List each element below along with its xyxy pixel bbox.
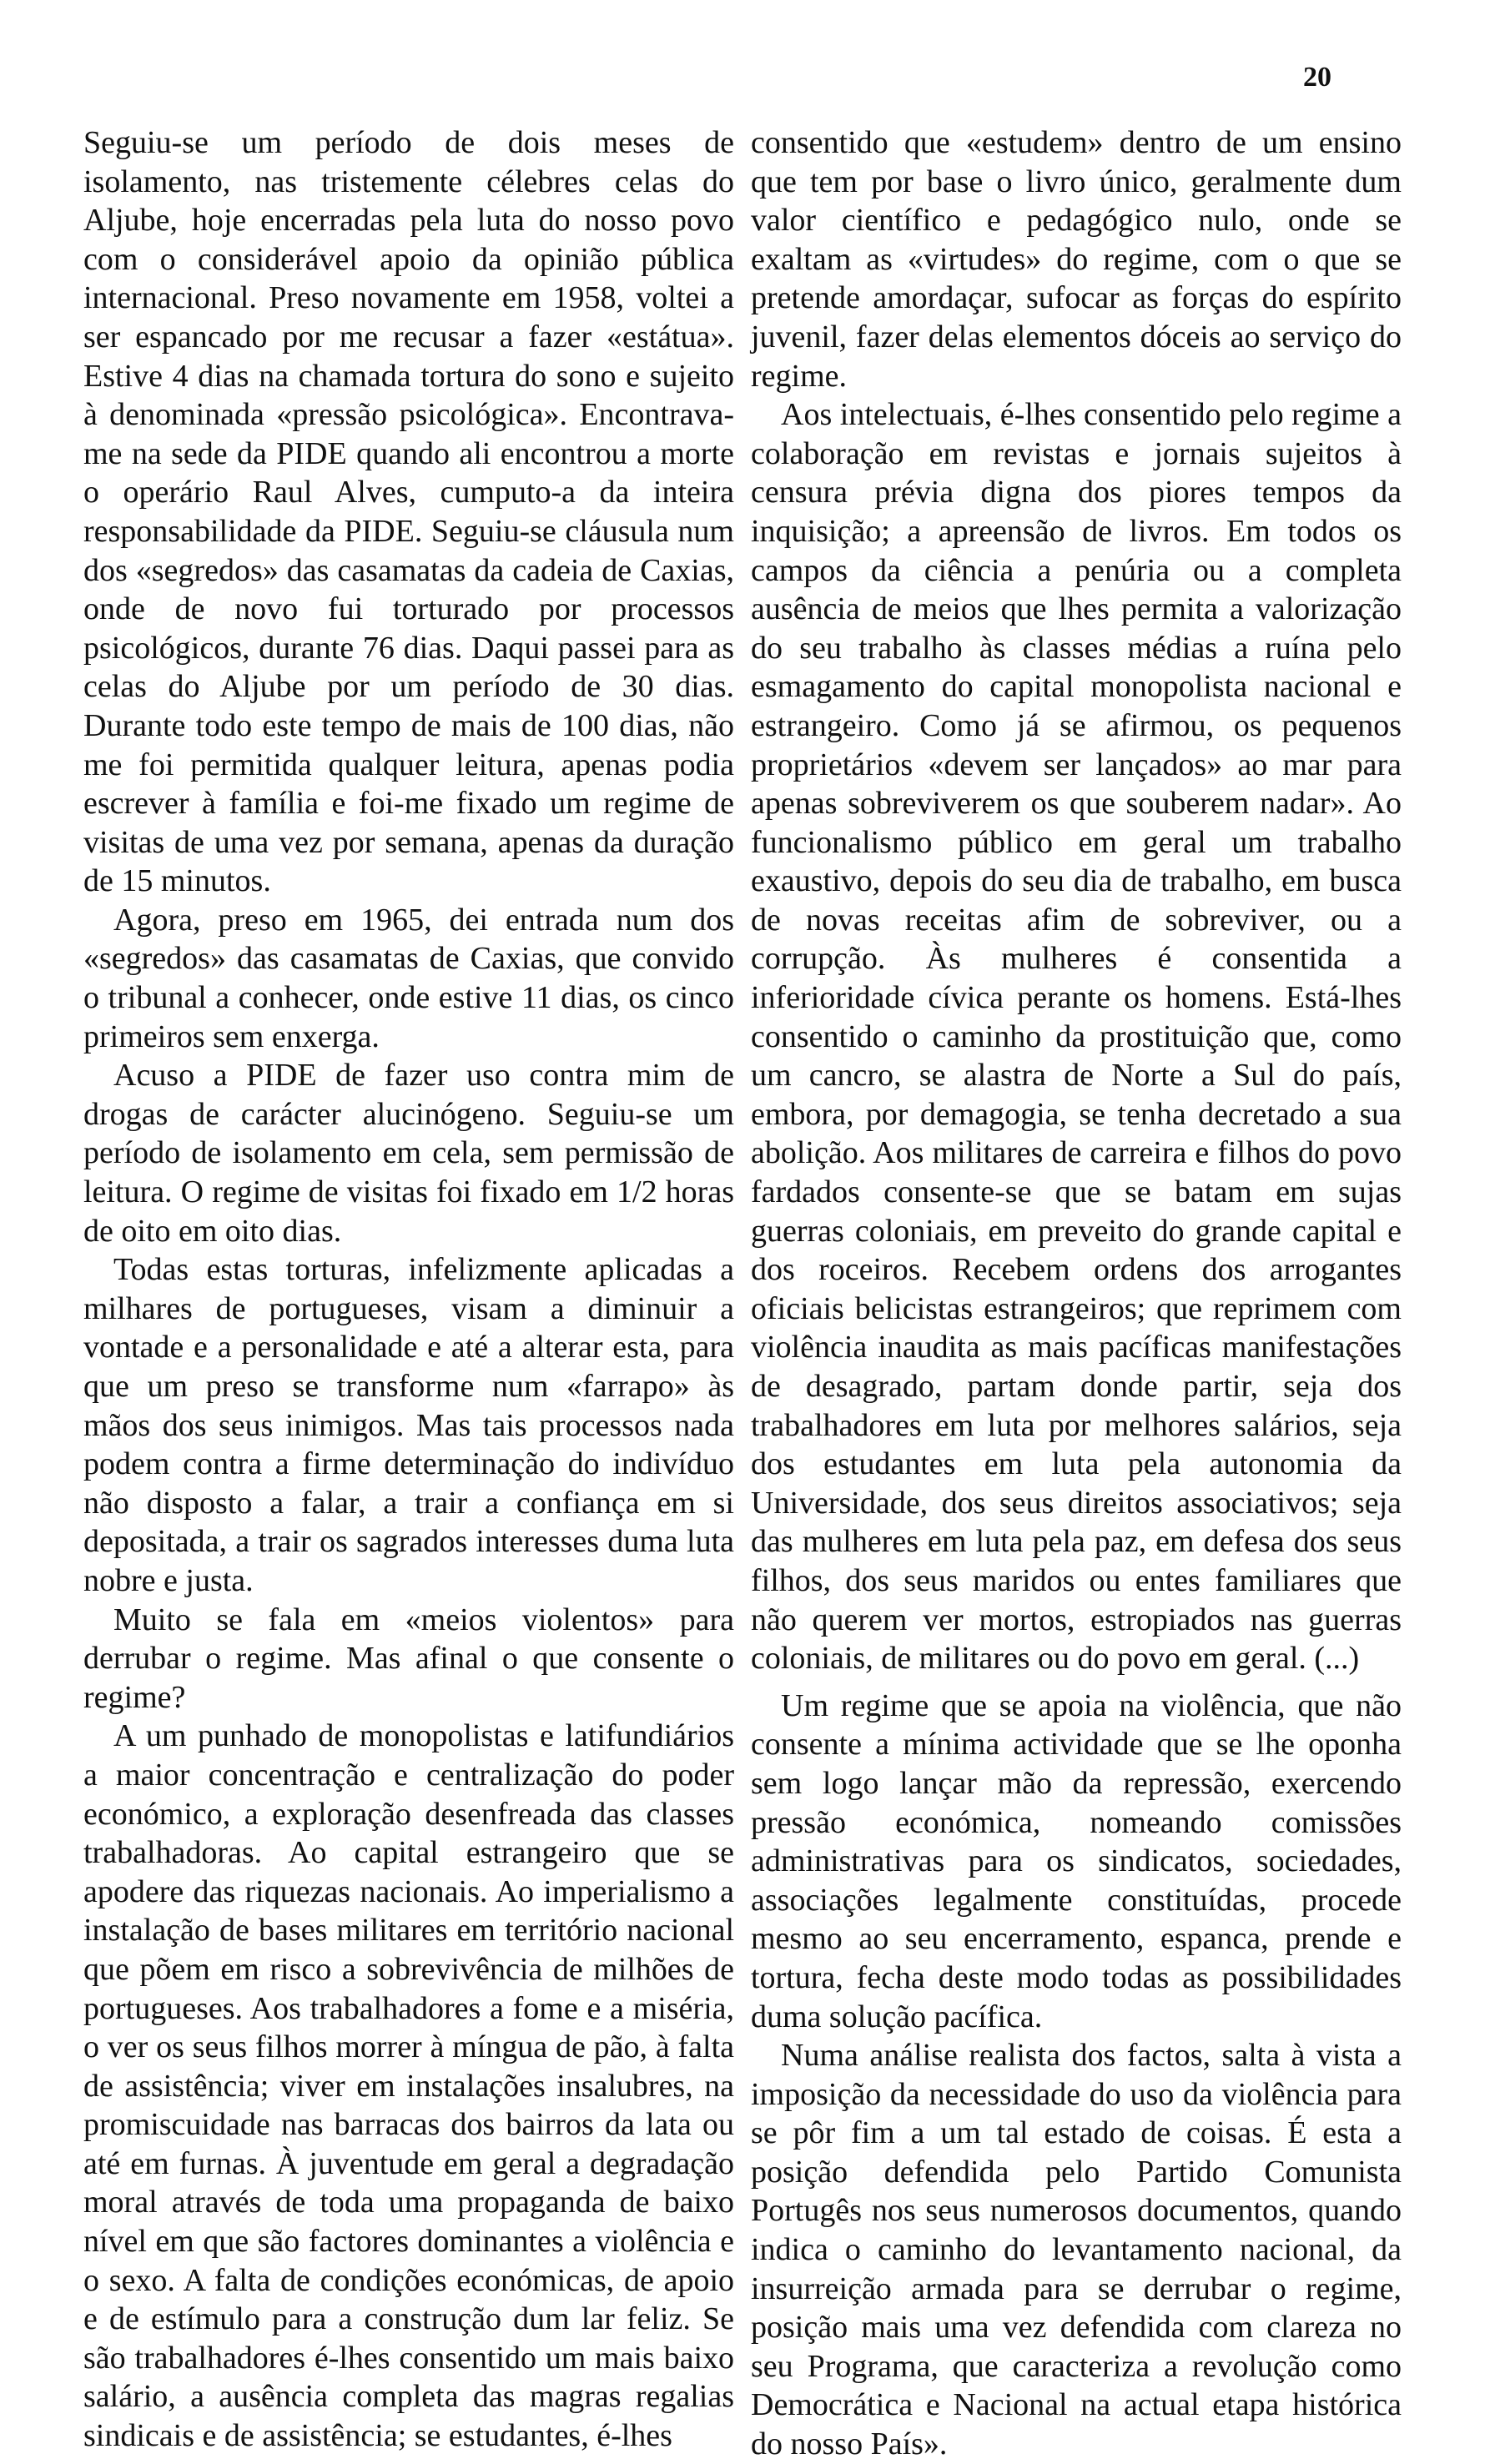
- paragraph: Todas estas torturas, infelizmente aplicadas a milhares de portugueses, visam a diminuir a vontade e a personalidade e até a alterar esta, para que um preso se transforme num «farrapo» às mãos dos seus inimigos. Mas tais processos nada podem contra a firme determinação do indivíduo não disposto a falar, a trair a confiança em si depositada, a trair os sagrados interesses duma luta nobre e justa.: [83, 1252, 734, 1598]
- page-number: 20: [1303, 62, 1331, 93]
- paragraph: Agora, preso em 1965, dei entrada num dos «segredos» das casamatas de Caxias, que convido o tribunal a conhecer, onde estive 11 dias, os cinco primeiros sem enxerga.: [83, 902, 734, 1054]
- paragraph: consentido que «estudem» dentro de um ensino que tem por base o livro único, geralmente dum valor científico e pedagógico nulo, onde se exaltam as «virtudes» do regime, com o que se pretende amordaçar, sufocar as forças do espírito juvenil, fazer delas elementos dóceis ao serviço do regime.: [751, 125, 1402, 394]
- right-column: [751, 123, 1402, 2464]
- paragraph: A um punhado de monopolistas e latifundiários a maior concentração e centralização do poder económico, a exploração desenfreada das classes trabalhadoras. Ao capital estrangeiro que se apodere das riquezas nacionais. Ao imperialismo a instalação de bases militares em território nacional que põem em risco a sobrevivência de milhões de portugueses. Aos trabalhadores a fome e a miséria, o ver os seus filhos morrer à míngua de pão, à falta de assistência; viver em instalações insalubres, na promiscuidade nas barracas dos bairros da lata ou até em furnas. À juventude em geral a degradação moral através de toda uma propaganda de baixo nível em que são factores dominantes a violência e o sexo. A falta de condições económicas, de apoio e de estímulo para a construção dum lar feliz. Se são trabalhadores é-lhes consentido um mais baixo salário, a ausência completa das magras regalias sindicais e de assistência; se estudantes, é-lhes: [83, 1718, 734, 2454]
- left-column: [83, 123, 734, 2456]
- paragraph: Um regime que se apoia na violência, que não consente a mínima actividade que se lhe oponha sem logo lançar mão da repressão, exercendo pressão económica, nomeando comissões administrativas para os sindicatos, sociedades, associações legalmente constituídas, procede mesmo ao seu encerramento, espanca, prende e tortura, fecha deste modo todas as possibilidades duma solução pacífica.: [751, 1687, 1402, 2034]
- paragraph: Acuso a PIDE de fazer uso contra mim de drogas de carácter alucinógeno. Seguiu-se um período de isolamento em cela, sem permissão de leitura. O regime de visitas foi fixado em 1/2 horas de oito em oito dias.: [83, 1058, 734, 1249]
- paragraph: Muito se fala em «meios violentos» para derrubar o regime. Mas afinal o que consente o regime?: [83, 1602, 734, 1715]
- paragraph: Aos intelectuais, é-lhes consentido pelo regime a colaboração em revistas e jornais sujeitos à censura prévia digna dos piores tempos da inquisição; a apreensão de livros. Em todos os campos da ciência a penúria ou a completa ausência de meios que lhes permita a valorização do seu trabalho às classes médias a ruína pelo esmagamento do capital monopolista nacional e estrangeiro. Como já se afirmou, os pequenos proprietários «devem ser lançados» ao mar para apenas sobreviverem os que souberem nadar». Ao funcionalismo público em geral um trabalho exaustivo, depois do seu dia de trabalho, em busca de novas receitas afim de sobreviver, ou a corrupção. Às mulheres é consentida a inferioridade cívica perante os homens. Está-lhes consentido o caminho da prostituição que, como um cancro, se alastra de Norte a Sul do país, embora, por demagogia, se tenha decretado a sua abolição. Aos militares de carreira e filhos do povo fardados consente-se que se batam em sujas guerras coloniais, em preveito do grande capital e dos roceiros. Recebem ordens dos arrogantes oficiais belicistas estrangeiros; que reprimem com violência inaudita as mais pacíficas manifestações de desagrado, partam donde partir, seja dos trabalhadores em luta por melhores salários, seja dos estudantes em luta pela autonomia da Universidade, dos seus direitos associativos; seja das mulheres em luta pela paz, em defesa dos seus filhos, dos seus maridos ou entes familiares que não querem ver mortos, estropiados nas guerras coloniais, de militares ou do povo em geral. (...): [751, 397, 1402, 1677]
- paragraph: Seguiu-se um período de dois meses de isolamento, nas tristemente célebres celas do Aljube, hoje encerradas pela luta do nosso povo com o considerável apoio da opinião pública internacional. Preso novamente em 1958, voltei a ser espancado por me recusar a fazer «estátua». Estive 4 dias na chamada tortura do sono e sujeito à denominada «pressão psicológica». Encontrava-me na sede da PIDE quando ali encontrou a morte o operário Raul Alves, cumputo-a da inteira responsabilidade da PIDE. Seguiu-se cláusula num dos «segredos» das casamatas da cadeia de Caxias, onde de novo fui torturado por processos psicológicos, durante 76 dias. Daqui passei para as celas do Aljube por um período de 30 dias. Durante todo este tempo de mais de 100 dias, não me foi permitida qualquer leitura, apenas podia escrever à família e foi-me fixado um regime de visitas de uma vez por semana, apenas da duração de 15 minutos.: [83, 125, 734, 899]
- paragraph: Numa análise realista dos factos, salta à vista a imposição da necessidade do uso da violência para se pôr fim a um tal estado de coisas. É esta a posição defendida pelo Partido Comunista Portugês nos seus numerosos documentos, quando indica o caminho do levantamento nacional, da insurreição armada para se derrubar o regime, posição mais uma vez defendida com clareza no seu Programa, que caracteriza a revolução como Democrática e Nacional na actual etapa histórica do nosso País».: [751, 2038, 1402, 2462]
